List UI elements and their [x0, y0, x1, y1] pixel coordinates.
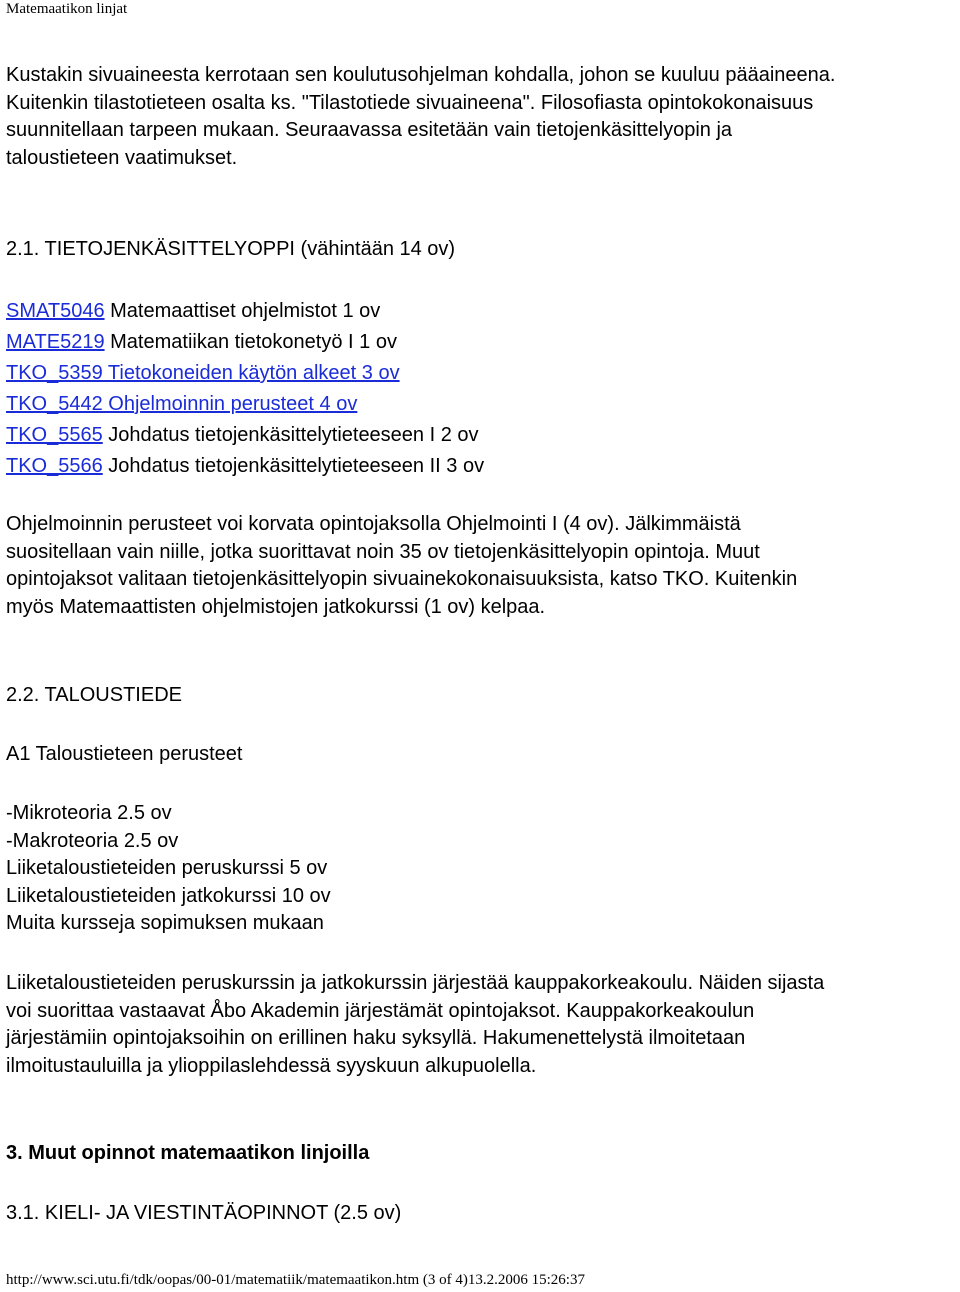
note-line: järjestämiin opintojaksoihin on erillinen haku syksyllä. Hakumenettelystä ilmoitetaan	[6, 1027, 746, 1049]
note-line: suositellaan vain niille, jotka suorittavat noin 35 ov tietojenkäsittelyopin opintoja. Muut	[6, 540, 760, 563]
intro-line: suunnitellaan tarpeen mukaan. Seuraavassa esitetään vain tietojenkäsittelyopin ja	[6, 119, 733, 141]
section-2-2-note	[6, 970, 956, 1080]
course-item	[6, 389, 956, 420]
course-title: Johdatus tietojenkäsittelytieteeseen II 3 ov	[102, 455, 485, 477]
intro-line: Kuitenkin tilastotieteen osalta ks. "Tilastotiede sivuaineena". Filosofiasta opintokokonaisuus	[6, 91, 814, 114]
section-3-heading	[6, 1140, 956, 1168]
course-item	[6, 327, 956, 358]
course-link-tko5565[interactable]: TKO_5565	[6, 424, 103, 446]
note-line: opintojaksot valitaan tietojenkäsittelyopin sivuainekokonaisuuksista, katso TKO. Kuitenkin	[6, 568, 798, 590]
course-title: Johdatus tietojenkäsittelytieteeseen I 2 ov	[102, 424, 479, 446]
note-line: ilmoitustauluilla ja ylioppilaslehdessä syyskuun alkupuolella.	[6, 1054, 537, 1077]
intro-line: Kustakin sivuaineesta kerrotaan sen koulutusohjelman kohdalla, johon se kuuluu pääaineena.	[6, 64, 836, 86]
course-link-mate5219[interactable]: MATE5219	[6, 331, 105, 353]
page-header-title: Matemaatikon linjat	[6, 1, 128, 17]
note-line: Liiketaloustieteiden peruskurssin ja jatkokurssin järjestää kauppakorkeakoulu. Näiden sijasta	[6, 972, 825, 994]
taloustiede-course-list	[6, 800, 956, 938]
intro-paragraph	[6, 62, 956, 172]
note-line: myös Matemaattisten ohjelmistojen jatkokurssi (1 ov) kelpaa.	[6, 595, 546, 618]
course-title: Matemaattiset ohjelmistot 1 ov	[104, 300, 381, 322]
list-item: Muita kursseja sopimuksen mukaan	[6, 912, 324, 934]
list-item: Liiketaloustieteiden jatkokurssi 10 ov	[6, 884, 331, 907]
course-link-smat5046[interactable]: SMAT5046	[6, 300, 105, 322]
note-line: Ohjelmoinnin perusteet voi korvata opintojaksolla Ohjelmointi I (4 ov). Jälkimmäistä	[6, 513, 741, 535]
section-2-1-note	[6, 511, 956, 621]
section-3-1-heading	[6, 1200, 956, 1228]
list-item: -Makroteoria 2.5 ov	[6, 829, 179, 852]
course-title: Matematiikan tietokonetyö I 1 ov	[104, 331, 397, 353]
course-link-tko5442[interactable]: TKO_5442 Ohjelmoinnin perusteet 4 ov	[6, 393, 358, 415]
course-link-tko5359[interactable]: TKO_5359 Tietokoneiden käytön alkeet 3 ov	[6, 362, 400, 384]
course-list	[6, 296, 956, 482]
section-2-2-heading	[6, 682, 956, 710]
section-heading-text: 2.2. TALOUSTIEDE	[6, 684, 182, 706]
course-link-tko5566[interactable]: TKO_5566	[6, 455, 103, 477]
list-item: -Mikroteoria 2.5 ov	[6, 802, 172, 824]
section-2-1-heading	[6, 236, 956, 264]
section-2-2-subheading	[6, 741, 956, 769]
intro-line: taloustieteen vaatimukset.	[6, 146, 238, 169]
subheading-text: 3.1. KIELI- JA VIESTINTÄOPINNOT (2.5 ov)	[6, 1202, 402, 1224]
note-line: voi suorittaa vastaavat Åbo Akademin järjestämät opintojaksot. Kauppakorkeakoulun	[6, 999, 755, 1022]
section-heading-text: 2.1. TIETOJENKÄSITTELYOPPI (vähintään 14 ov)	[6, 238, 456, 260]
subheading-text: A1 Taloustieteen perusteet	[6, 743, 243, 765]
list-item: Liiketaloustieteiden peruskurssi 5 ov	[6, 857, 328, 879]
course-item	[6, 296, 956, 327]
course-item	[6, 451, 956, 482]
course-item	[6, 420, 956, 451]
page-footer-url: http://www.sci.utu.fi/tdk/oopas/00-01/matematiik/matemaatikon.htm (3 of 4)13.2.2006 15:26:37	[6, 1272, 585, 1288]
section-heading-text: 3. Muut opinnot matemaatikon linjoilla	[6, 1142, 370, 1164]
course-item	[6, 358, 956, 389]
